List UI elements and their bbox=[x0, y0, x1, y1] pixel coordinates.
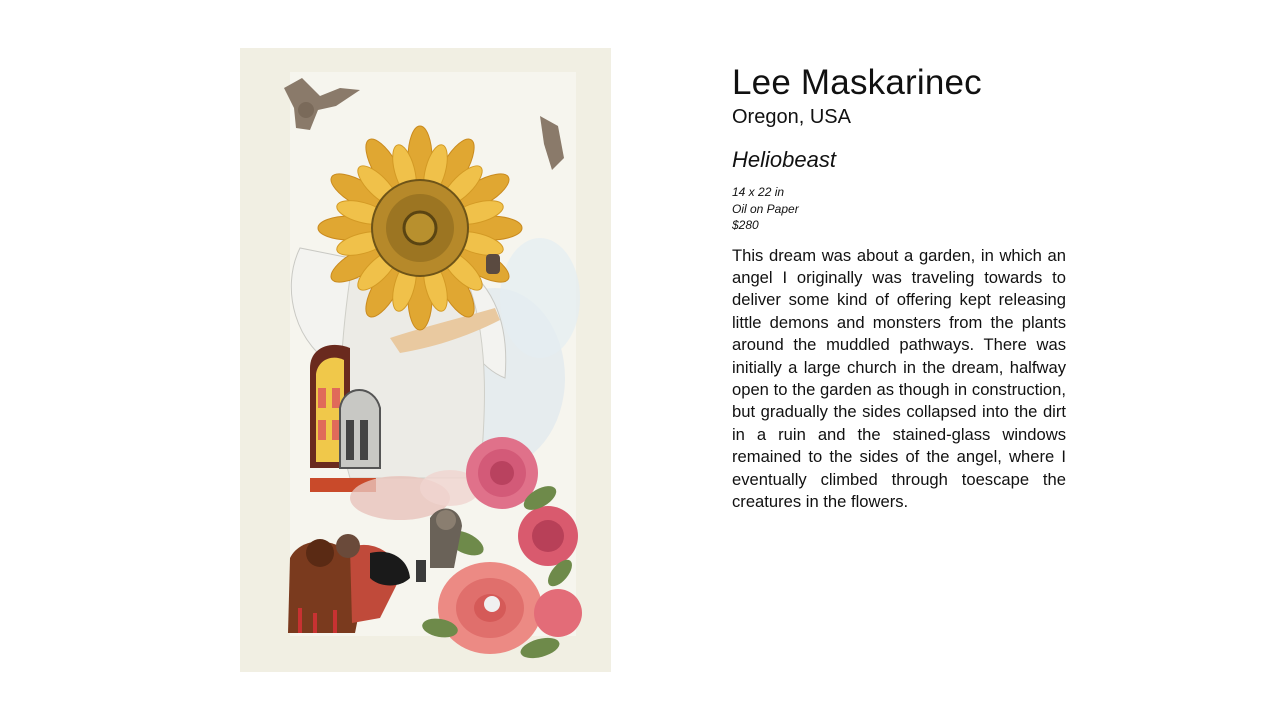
artwork-info-panel bbox=[732, 62, 1066, 513]
artist-name: Lee Maskarinec bbox=[732, 63, 982, 102]
artist-location: Oregon, USA bbox=[732, 106, 851, 128]
artwork-medium: Oil on Paper bbox=[732, 201, 799, 216]
artwork-title: Heliobeast bbox=[732, 147, 836, 172]
painting-heliobeast-icon bbox=[240, 48, 611, 672]
artwork-price: $280 bbox=[732, 218, 759, 232]
artwork-description: This dream was about a garden, in which an angel I originally was traveling towards to deliver some kind of offering kept releasing little demons and monsters from the plants around the muddled pathways. There was initially a large church in the dream, halfway open to the garden as though in construction, but gradually the sides collapsed into the dirt in a ruin and the stained-glass windows remained to the sides of the angel, where I eventually climbed through toescape the creatures in the flowers. bbox=[732, 245, 1066, 511]
artwork-image bbox=[240, 48, 611, 672]
artwork-size: 14 x 22 in bbox=[732, 185, 785, 199]
